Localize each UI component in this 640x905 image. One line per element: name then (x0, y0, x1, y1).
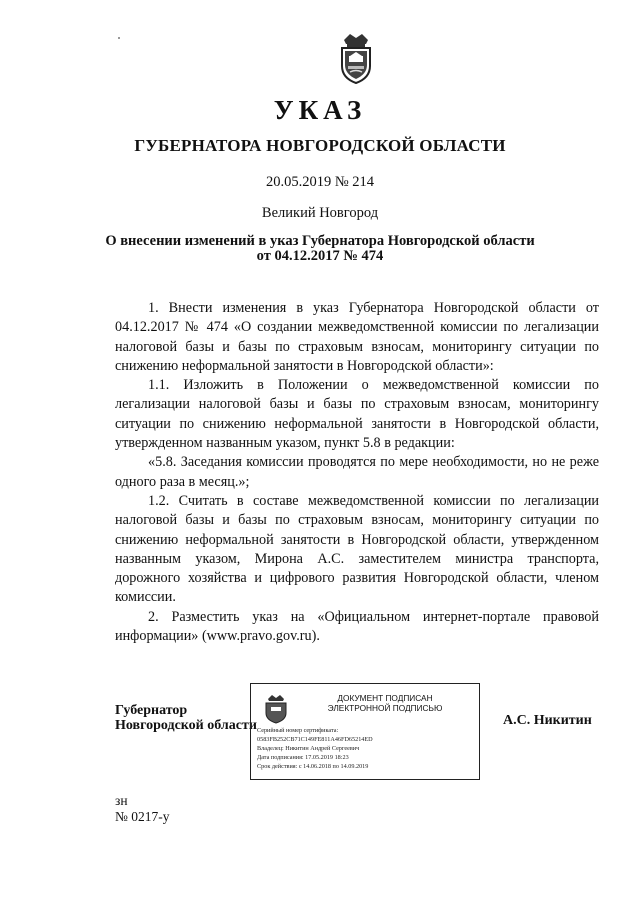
document-title: УКАЗ (273, 95, 367, 125)
novgorod-emblem-icon (336, 30, 376, 86)
stamp-emblem-icon (263, 694, 289, 724)
electronic-signature-stamp (250, 683, 480, 780)
paragraph: 1. Внести изменения в указ Губернатора Новгородской области от 04.12.2017 № 474 «О создании межведомственной комиссии по легализации налоговой базы и базы по страховым взносам, мониторингу ситуации по снижению неформальной занятости в Новгородской области»: (115, 300, 599, 374)
cert-owner: Владелец: Никитин Андрей Сергеевич (257, 745, 360, 752)
scan-mark (118, 37, 120, 39)
stamp-header (295, 693, 475, 713)
cert-validity: Срок действия: с 14.06.2018 по 14.09.2019 (257, 763, 369, 770)
place-of-issue: Великий Новгород (261, 205, 379, 221)
cert-number: 0583FB252CB71C149FE811A46FD65214ED (257, 736, 373, 743)
paragraph: «5.8. Заседания комиссии проводятся по мере необходимости, но не реже одного раза в месяц.»; (115, 454, 599, 490)
stamp-title: ЭЛЕКТРОННОЙ ПОДПИСЬЮ (327, 703, 443, 713)
subject-line: от 04.12.2017 № 474 (256, 248, 384, 264)
issuing-authority: ГУБЕРНАТОРА НОВГОРОДСКОЙ ОБЛАСТИ (134, 136, 506, 155)
paragraph: 2. Разместить указ на «Официальном интернет-портале правовой информации» (www.pravo.gov.ru). (115, 608, 599, 645)
paragraph: 1.2. Считать в составе межведомственной комиссии по легализации налоговой базы и базы по страховым взносам, мониторингу ситуации по снижению неформальной занятости в Новгородской области, утвержденном названным указом, Мирона А.С. заместителем министра транспорта, дорожного хозяйства и цифрового развития Новгородской области, членом комиссии. (115, 492, 599, 606)
signing-date: Дата подписания: 17.05.2019 18:23 (257, 754, 349, 761)
date-and-number: 20.05.2019 № 214 (265, 174, 375, 190)
signatory-position (115, 703, 257, 733)
footer-code: зн (115, 793, 128, 808)
stamp-title: ДОКУМЕНТ ПОДПИСАН (337, 693, 433, 703)
stamp-details (257, 726, 373, 771)
document-footer (115, 793, 170, 825)
subject-heading (0, 234, 640, 264)
registration-number: № 0217-у (115, 809, 170, 824)
position-line: Новгородской области (115, 718, 257, 733)
signatory-name: А.С. Никитин (503, 713, 592, 728)
decree-body (115, 299, 599, 646)
paragraph: 1.1. Изложить в Положении о межведомственной комиссии по легализации налоговой базы и базы по страховым взносам, мониторингу ситуации по снижению неформальной занятости в Новгородской области, утвержденном названным указом, пункт 5.8 в редакции: (115, 377, 599, 452)
position-line: Губернатор (115, 703, 188, 718)
subject-line: О внесении изменений в указ Губернатора Новгородской области (105, 233, 535, 249)
cert-label: Серийный номер сертификата: (257, 727, 339, 734)
